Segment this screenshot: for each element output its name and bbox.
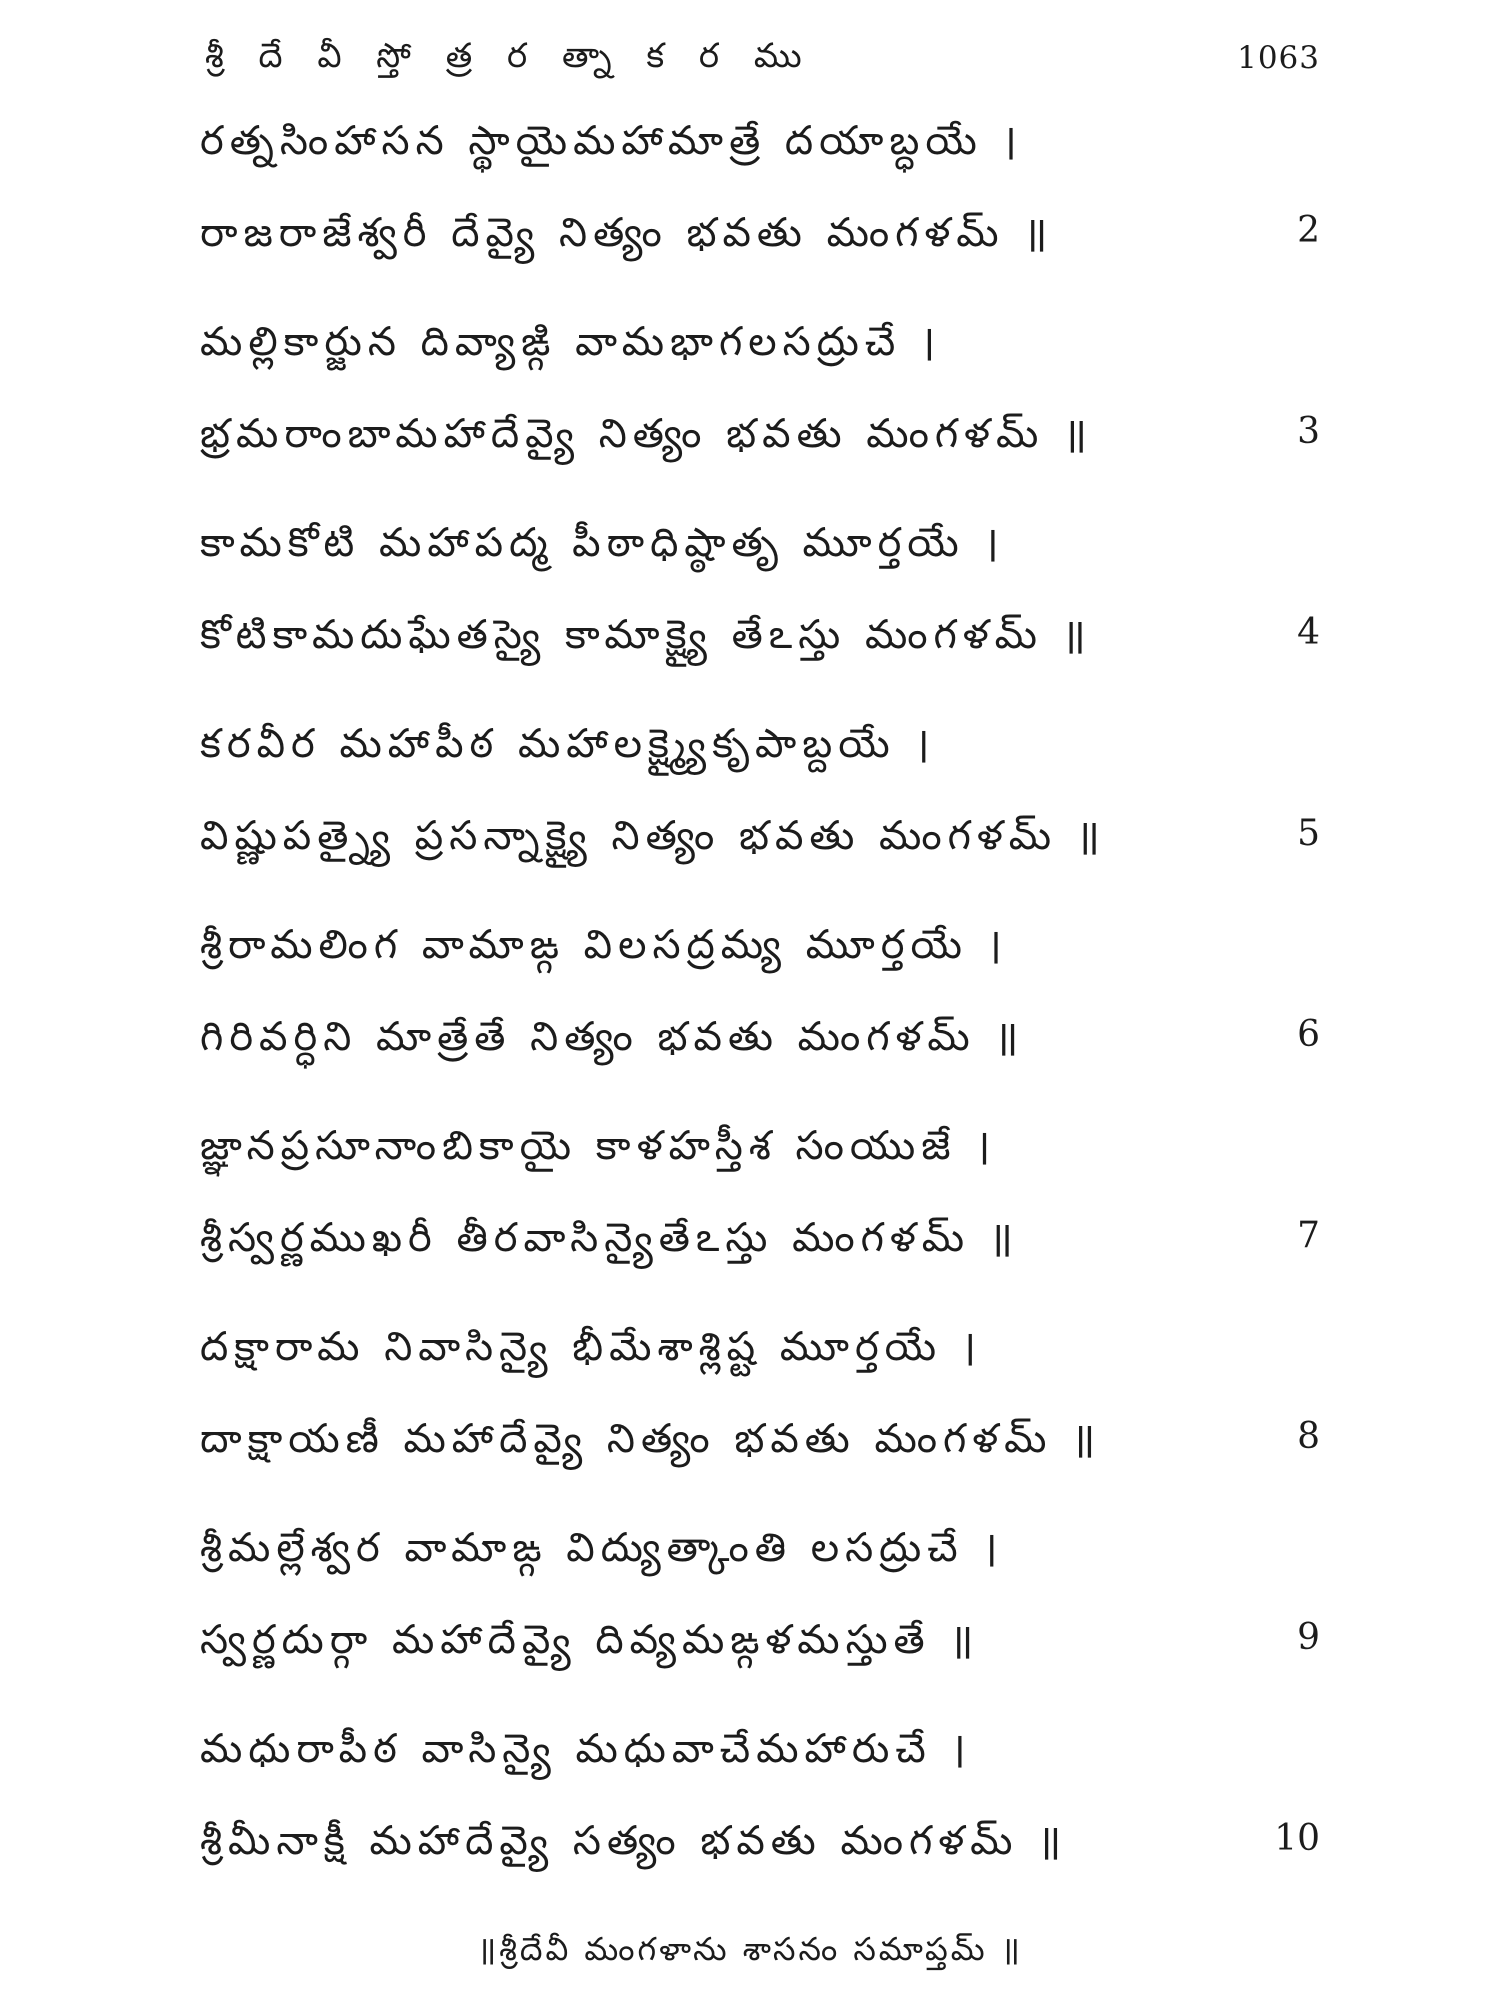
verse-list [200, 118, 1320, 1927]
verse-line-2: శ్రీస్వర్ణముఖరీ తీరవాసిన్యైతేఽస్తు మంగళమ్ ॥ [200, 1215, 1019, 1261]
running-title: శ్రీ దే వీ స్తో త్ర ర త్నా క ర ము [205, 36, 814, 76]
verse-4 [200, 520, 1320, 721]
verse-7 [200, 1123, 1320, 1324]
verse-line-1: కామకోటి మహాపద్మ పీఠాధిష్ఠాతృ మూర్తయే । [200, 520, 1005, 566]
verse-number: 2 [1297, 210, 1320, 251]
verse-6 [200, 922, 1320, 1123]
verse-line-2: భ్రమరాంబామహాదేవ్యై నిత్యం భవతు మంగళమ్ ॥ [200, 411, 1093, 457]
verse-8 [200, 1324, 1320, 1525]
page-number: 1063 [1237, 40, 1320, 76]
verse-line-1: రత్నసింహాసన స్థాయైమహామాత్రే దయాబ్ధయే । [200, 118, 1023, 164]
verse-line-1: జ్ఞానప్రసూనాంబికాయై కాళహస్తీశ సంయుజే । [200, 1123, 997, 1169]
page-header [205, 36, 1320, 96]
verse-3 [200, 319, 1320, 520]
verse-5 [200, 721, 1320, 922]
verse-line-1: శ్రీరామలింగ వామాఙ్గ విలసద్రమ్య మూర్తయే । [200, 922, 1008, 968]
verse-line-1: మధురాపీఠ వాసిన్యై మధువాచేమహారుచే । [200, 1726, 972, 1772]
verse-line-2: కోటికామదుఘేతస్యై కామాక్ష్యై తేఽస్తు మంగళమ్ ॥ [200, 612, 1092, 658]
verse-2 [200, 118, 1320, 319]
verse-line-2: శ్రీమీనాక్షీ మహాదేవ్యై సత్యం భవతు మంగళమ్ ॥ [200, 1818, 1068, 1864]
verse-number: 3 [1297, 411, 1320, 452]
verse-line-1: మల్లికార్జున దివ్యాఙ్గి వామభాగలసద్రుచే । [200, 319, 942, 365]
verse-line-2: విష్ణుపత్న్యై ప్రసన్నాక్ష్యై నిత్యం భవతు మంగళమ్ ॥ [200, 813, 1106, 859]
verse-number: 5 [1297, 813, 1320, 854]
verse-line-2: రాజరాజేశ్వరీ దేవ్యై నిత్యం భవతు మంగళమ్ ॥ [200, 210, 1054, 256]
verse-line-1: దక్షారామ నివాసిన్యై భీమేశాశ్లిష్ట మూర్తయే । [200, 1324, 982, 1370]
verse-number: 8 [1297, 1416, 1320, 1457]
verse-number: 7 [1297, 1215, 1320, 1256]
verse-line-1: శ్రీమల్లేశ్వర వామాఙ్గ విద్యుత్కాంతి లసద్రుచే । [200, 1525, 1004, 1571]
verse-9 [200, 1525, 1320, 1726]
verse-number: 4 [1297, 612, 1320, 653]
verse-number: 6 [1297, 1014, 1320, 1055]
verse-line-2: స్వర్ణదుర్గా మహాదేవ్యై దివ్యమఙ్గళమస్తుతే ॥ [200, 1617, 980, 1663]
verse-number: 10 [1274, 1818, 1320, 1859]
verse-number: 9 [1297, 1617, 1320, 1658]
verse-10 [200, 1726, 1320, 1927]
verse-line-2: గిరివర్ధిని మాత్రేతే నిత్యం భవతు మంగళమ్ ॥ [200, 1014, 1025, 1060]
verse-line-2: దాక్షాయణీ మహాదేవ్యై నిత్యం భవతు మంగళమ్ ॥ [200, 1416, 1102, 1462]
colophon: ॥శ్రీదేవీ మంగళాను శాసనం సమాప్తమ్ ॥ [477, 1930, 1023, 1968]
verse-line-1: కరవీర మహాపీఠ మహాలక్ష్మ్యైకృపాబ్దయే । [200, 721, 936, 767]
